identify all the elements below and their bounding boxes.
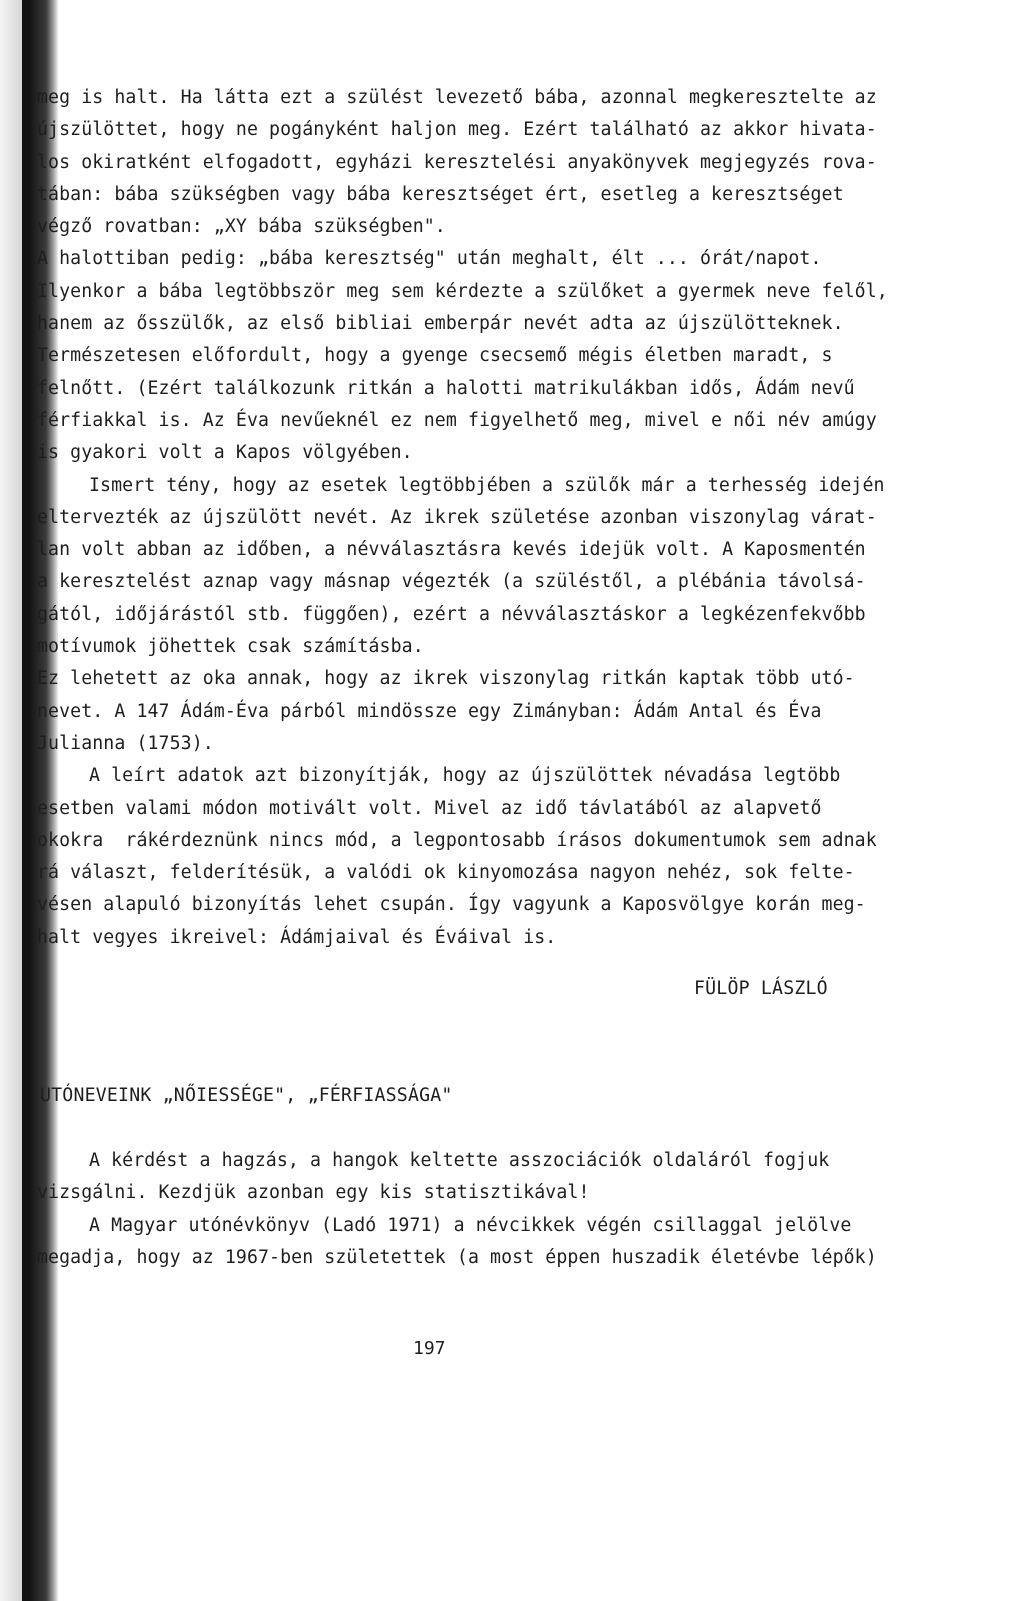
text-line: férfiakkal is. Az Éva nevűeknél ez nem figyelhető meg, mivel e női név amúgy xyxy=(37,409,877,431)
text-line: nevet. A 147 Ádám-Éva párból mindössze egy Zimányban: Ádám Antal és Éva xyxy=(37,700,822,722)
text-line: motívumok jöhettek csak számításba. xyxy=(37,636,424,658)
text-line: hanem az ősszülők, az első bibliai emberpár nevét adta az újszülötteknek. xyxy=(37,313,844,335)
text-line: vizsgálni. Kezdjük azonban egy kis statisztikával! xyxy=(37,1182,590,1204)
section-body xyxy=(37,1145,877,1274)
text-line: Ismert tény, hogy az esetek legtöbbjében a szülők már a terhesség idején xyxy=(89,474,885,496)
text-line: lan volt abban az időben, a névválasztásra kevés idejük volt. A Kaposmentén xyxy=(37,539,866,561)
text-line: Julianna (1753). xyxy=(37,732,214,754)
text-line: Természetesen előfordult, hogy a gyenge csecsemő mégis életben maradt, s xyxy=(37,345,833,367)
text-line: A kérdést a hagzás, a hangok keltette asszociációk oldaláról fogjuk xyxy=(89,1150,830,1171)
text-line: Ilyenkor a bába legtöbbször meg sem kérdezte a szülőket a gyermek neve felől, xyxy=(37,280,888,302)
text-line: A leírt adatok azt bizonyítják, hogy az újszülöttek névadása legtöbb xyxy=(89,765,841,787)
text-line: eltervezték az újszülött nevét. Az ikrek születése azonban viszonylag várat- xyxy=(37,506,877,528)
text-line: Ez lehetett az oka annak, hogy az ikrek viszonylag ritkán kaptak több utó- xyxy=(37,668,855,690)
text-line: újszülöttet, hogy ne pogányként haljon meg. Ezért található az akkor hivata- xyxy=(37,119,877,141)
article-body xyxy=(37,82,888,954)
text-line: A halottiban pedig: „bába keresztség" után meghalt, élt ... órát/napot. xyxy=(37,248,822,270)
text-line: meg is halt. Ha látta ezt a szülést levezető bába, azonnal megkeresztelte az xyxy=(37,87,877,108)
text-line: felnőtt. (Ezért találkozunk ritkán a halotti matrikulákban idős, Ádám nevű xyxy=(37,377,855,399)
text-line: A Magyar utónévkönyv (Ladó 1971) a névcikkek végén csillaggal jelölve xyxy=(89,1214,852,1236)
page-number: 197 xyxy=(413,1338,446,1359)
page-edge xyxy=(0,0,22,1601)
text-line: gától, időjárástól stb. függően), ezért a névválasztáskor a legkézenfekvőbb xyxy=(37,603,866,625)
section-heading: UTÓNEVEINK „NŐIESSÉGE", „FÉRFIASSÁGA" xyxy=(40,1085,453,1106)
text-line: halt vegyes ikreivel: Ádámjaival és Éváival is. xyxy=(37,926,557,948)
text-line: tában: bába szükségben vagy bába keresztséget ért, esetleg a keresztséget xyxy=(37,183,844,205)
text-line: is gyakori volt a Kapos völgyében. xyxy=(37,442,413,464)
text-line: rá választ, felderítésük, a valódi ok kinyomozása nagyon nehéz, sok felte- xyxy=(37,862,855,884)
text-line: okokra rákérdeznünk nincs mód, a legpontosabb írásos dokumentumok sem adnak xyxy=(37,829,877,851)
text-line: végző rovatban: „XY bába szükségben". xyxy=(37,216,446,238)
text-line: megadja, hogy az 1967-ben születettek (a most éppen huszadik életévbe lépők) xyxy=(37,1246,877,1268)
text-line: esetben valami módon motivált volt. Mivel az idő távlatából az alapvető xyxy=(37,797,822,819)
text-line: vésen alapuló bizonyítás lehet csupán. Így vagyunk a Kaposvölgye korán meg- xyxy=(37,894,866,916)
author-signature: FÜLÖP LÁSZLÓ xyxy=(694,978,828,999)
text-line: los okiratként elfogadott, egyházi keresztelési anyakönyvek megjegyzés rova- xyxy=(37,151,877,173)
text-line: a keresztelést aznap vagy másnap végezték (a szüléstől, a plébánia távolsá- xyxy=(37,571,866,593)
